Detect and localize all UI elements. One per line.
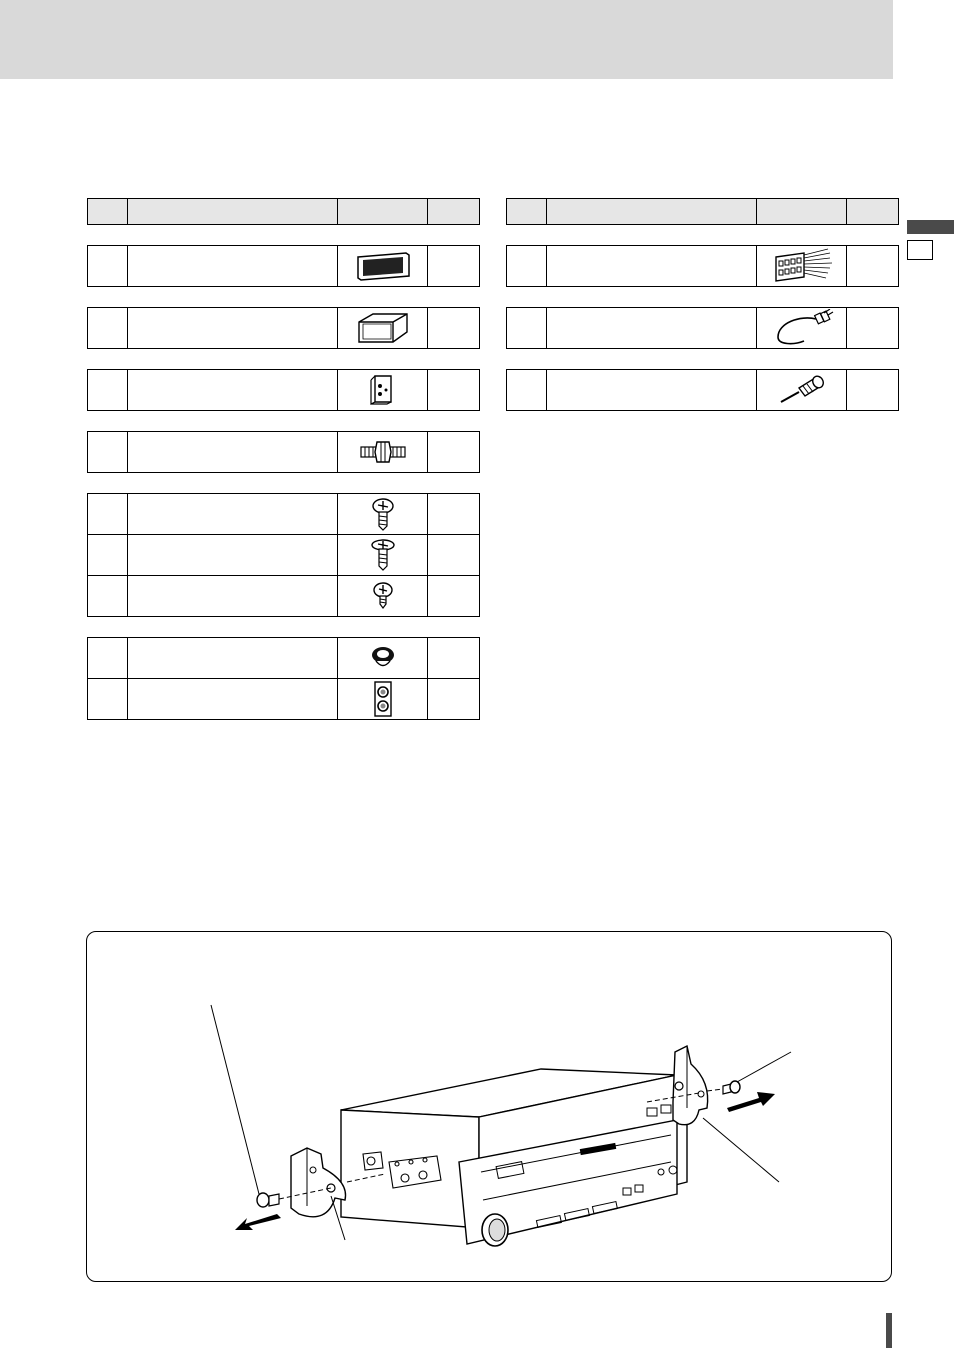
table-row (88, 535, 480, 576)
left-bracket (291, 1148, 346, 1217)
trim-plate-icon (353, 249, 413, 283)
rubber-bushing-icon (368, 642, 398, 674)
rca-cable-icon (770, 309, 834, 347)
parts-table-left (87, 198, 480, 720)
left-arrow (235, 1214, 281, 1230)
header-cell-qty (428, 199, 480, 225)
table-header-row (88, 199, 480, 225)
mounting-bracket-icon (363, 372, 403, 408)
insulator-icon (371, 680, 395, 718)
bracket-removal-diagram (86, 931, 892, 1282)
header-cell-no (507, 199, 547, 225)
table-row (88, 576, 480, 617)
right-screw (723, 1081, 740, 1094)
antenna-adapter-icon (775, 372, 829, 408)
table-row (507, 246, 899, 287)
table-row (88, 494, 480, 535)
parts-table-right (506, 198, 899, 411)
flat-head-screw-icon (368, 537, 398, 573)
power-connector-icon (770, 247, 834, 285)
table-row (507, 308, 899, 349)
table-row (88, 679, 480, 720)
mounting-bolt-icon (357, 437, 409, 467)
mounting-collar-icon (353, 310, 413, 346)
header-band (0, 0, 893, 79)
section-tab-marker (907, 220, 954, 234)
table-row (88, 432, 480, 473)
table-row (88, 308, 480, 349)
table-header-row (507, 199, 899, 225)
truss-screw-small-icon (368, 578, 398, 614)
header-cell-diagram (757, 199, 847, 225)
header-cell-no (88, 199, 128, 225)
right-arrow (727, 1092, 775, 1112)
section-tab-box (907, 240, 933, 260)
header-cell-diagram (338, 199, 428, 225)
header-cell-qty (847, 199, 899, 225)
header-cell-name (128, 199, 338, 225)
table-row (88, 246, 480, 287)
table-row (507, 370, 899, 411)
page-marker (886, 1313, 892, 1348)
truss-screw-large-icon (368, 496, 398, 532)
table-row (88, 638, 480, 679)
left-screw (257, 1193, 279, 1207)
header-cell-name (547, 199, 757, 225)
table-row (88, 370, 480, 411)
unit-bracket-removal-illustration (87, 932, 893, 1283)
